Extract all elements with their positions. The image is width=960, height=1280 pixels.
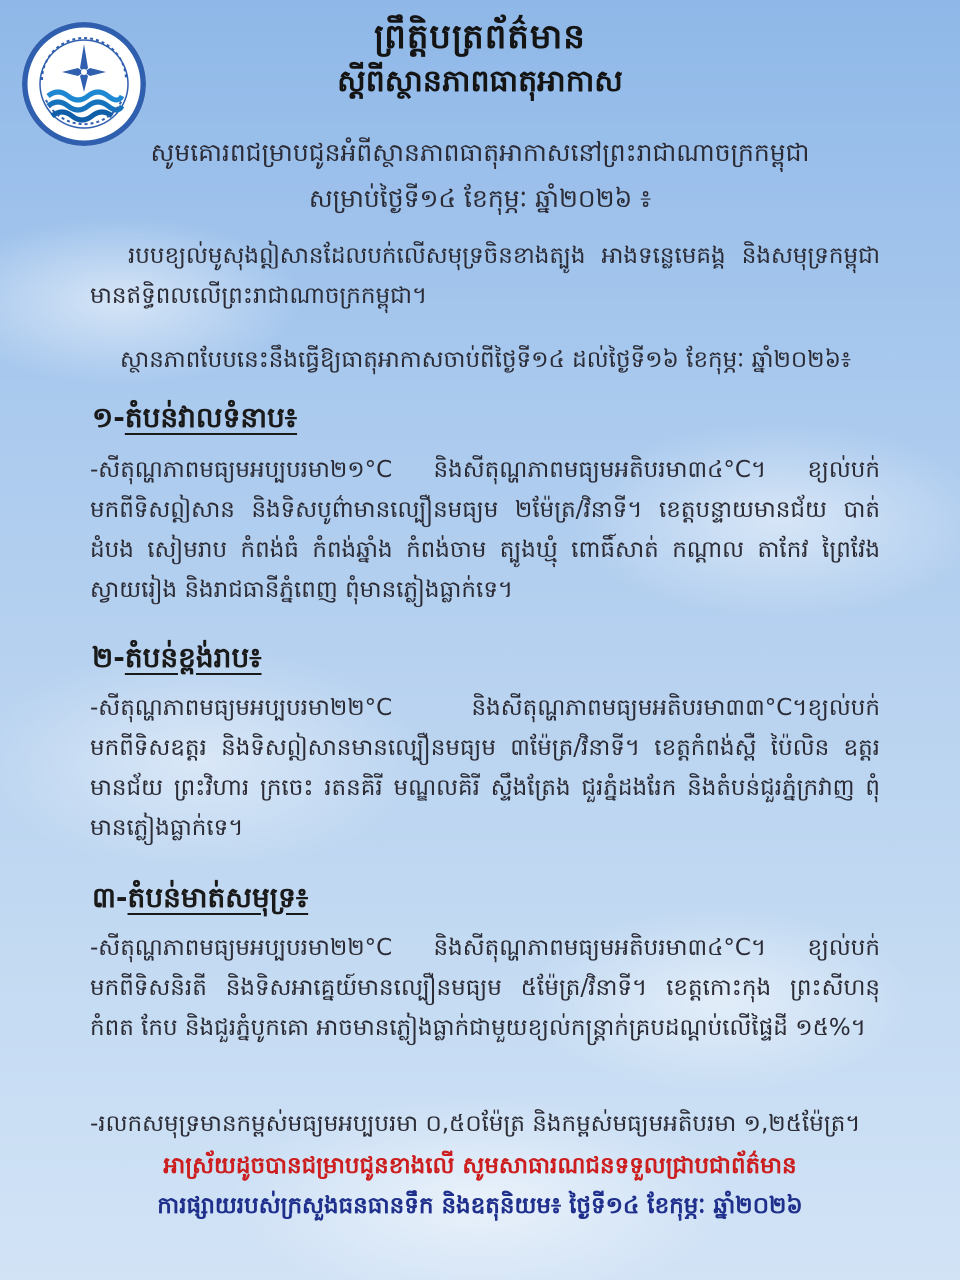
section-number: ១-: [92, 401, 125, 434]
intro-line-2: សម្រាប់ថ្ងៃទី១៤ ខែកុម្ភៈ ឆ្នាំ២០២៦ ៖: [308, 184, 652, 213]
section-title-lowland: [92, 400, 297, 441]
bulletin-title: ព្រឹត្តិបត្រព័ត៌មាន: [374, 17, 586, 57]
forecast-period-paragraph: ស្ថានភាពបែបនេះនឹងធ្វើឱ្យធាតុអាកាសចាប់ពីថ្ងៃទី១៤ ដល់ថ្ងៃទី១៦ ខែកុម្ភៈ ឆ្នាំ២០២៦៖: [120, 347, 851, 373]
footer-notice-red: អាស្រ័យដូចបានជម្រាបជូនខាងលើ សូមសាធារណជនទទួលជ្រាបជាព័ត៌មាន: [163, 1153, 797, 1179]
bulletin-header: [0, 14, 960, 104]
section-number: ៣-: [92, 881, 128, 914]
sea-wave-note: -រលកសមុទ្រមានកម្ពស់មធ្យមអប្បបរមា ០,៥០ម៉ែត្រ និងកម្ពស់មធ្យមអតិបរមា ១,២៥ម៉ែត្រ។: [90, 1111, 861, 1137]
section-title-plateau: [92, 640, 262, 681]
section-title-text: តំបន់វាលទំនាប៖: [124, 401, 298, 434]
intro-block: [60, 130, 900, 222]
section-body-coastal: -សីតុណ្ហភាពមធ្យមអប្បបរមា២២°C និងសីតុណ្ហភាពមធ្យមអតិបរមា៣៤°C។ ខ្យល់បក់មកពីទិសនិរតី និងទិសអាគ្នេយ៍មានល្បឿនមធ្យម ៥ម៉ែត្រ/វិនាទី។ ខេត្តកោះកុង ព្រះសីហនុ កំពត កែប និងជួរភ្នំបូកគោ អាចមានភ្លៀងធ្លាក់ជាមួយខ្យល់កន្ត្រាក់គ្របដណ្តប់លើផ្ទៃដី ១៥%។: [90, 935, 880, 1041]
section-number: ២-: [92, 641, 125, 674]
section-body-plateau: -សីតុណ្ហភាពមធ្យមអប្បបរមា២២°C និងសីតុណ្ហភាពមធ្យមអតិបរមា៣៣°C។ខ្យល់បក់មកពីទិសឧត្តរ និងទិសឦសានមានល្បឿនមធ្យម ៣ម៉ែត្រ/វិនាទី។ ខេត្តកំពង់ស្ពឺ ប៉ៃលិន ឧត្តរមានជ័យ ព្រះវិហារ ក្រចេះ រតនគិរី មណ្ឌលគិរី ស្ទឹងត្រែង ជួរភ្នំដងរែក និងតំបន់ជួរភ្នំក្រវាញ ពុំមានភ្លៀងធ្លាក់ទេ។: [90, 695, 880, 841]
section-title-coastal: [92, 880, 308, 921]
section-body-lowland: -សីតុណ្ហភាពមធ្យមអប្បបរមា២១°C និងសីតុណ្ហភាពមធ្យមអតិបរមា៣៤°C។ ខ្យល់បក់មកពីទិសឦសាន និងទិសបូព៌ាមានល្បឿនមធ្យម ២ម៉ែត្រ/វិនាទី។ ខេត្តបន្ទាយមានជ័យ បាត់ដំបង សៀមរាប កំពង់ធំ កំពង់ឆ្នាំង កំពង់ចាម ត្បូងឃ្មុំ ពោធិ៍សាត់ កណ្តាល តាកែវ ព្រៃវែង ស្វាយរៀង និងរាជធានីភ្នំពេញ ពុំមានភ្លៀងធ្លាក់ទេ។: [90, 457, 880, 603]
intro-line-1: សូមគោរពជម្រាបជូនអំពីស្ថានភាពធាតុអាកាសនៅព្រះរាជាណាចក្រកម្ពុជា: [150, 138, 810, 167]
section-title-text: តំបន់មាត់សមុទ្រ៖: [127, 881, 309, 914]
bulletin-subtitle: ស្តីពីស្ថានភាពធាតុអាកាស: [337, 64, 623, 99]
monsoon-paragraph: របបខ្យល់មូសុងឦសានដែលបក់លើសមុទ្រចិនខាងត្បូង អាងទន្លេមេគង្គ និងសមុទ្រកម្ពុជាមានឥទ្ធិពលលើព្រះរាជាណាចក្រកម្ពុជា។: [90, 243, 880, 309]
section-title-text: តំបន់ខ្ពង់រាប៖: [124, 641, 262, 674]
footer-publisher-blue: ការផ្សាយរបស់ក្រសួងធនធានទឹក និងឧតុនិយម៖ ថ្ងៃទី១៤ ខែកុម្ភៈ ឆ្នាំ២០២៦: [157, 1193, 803, 1219]
